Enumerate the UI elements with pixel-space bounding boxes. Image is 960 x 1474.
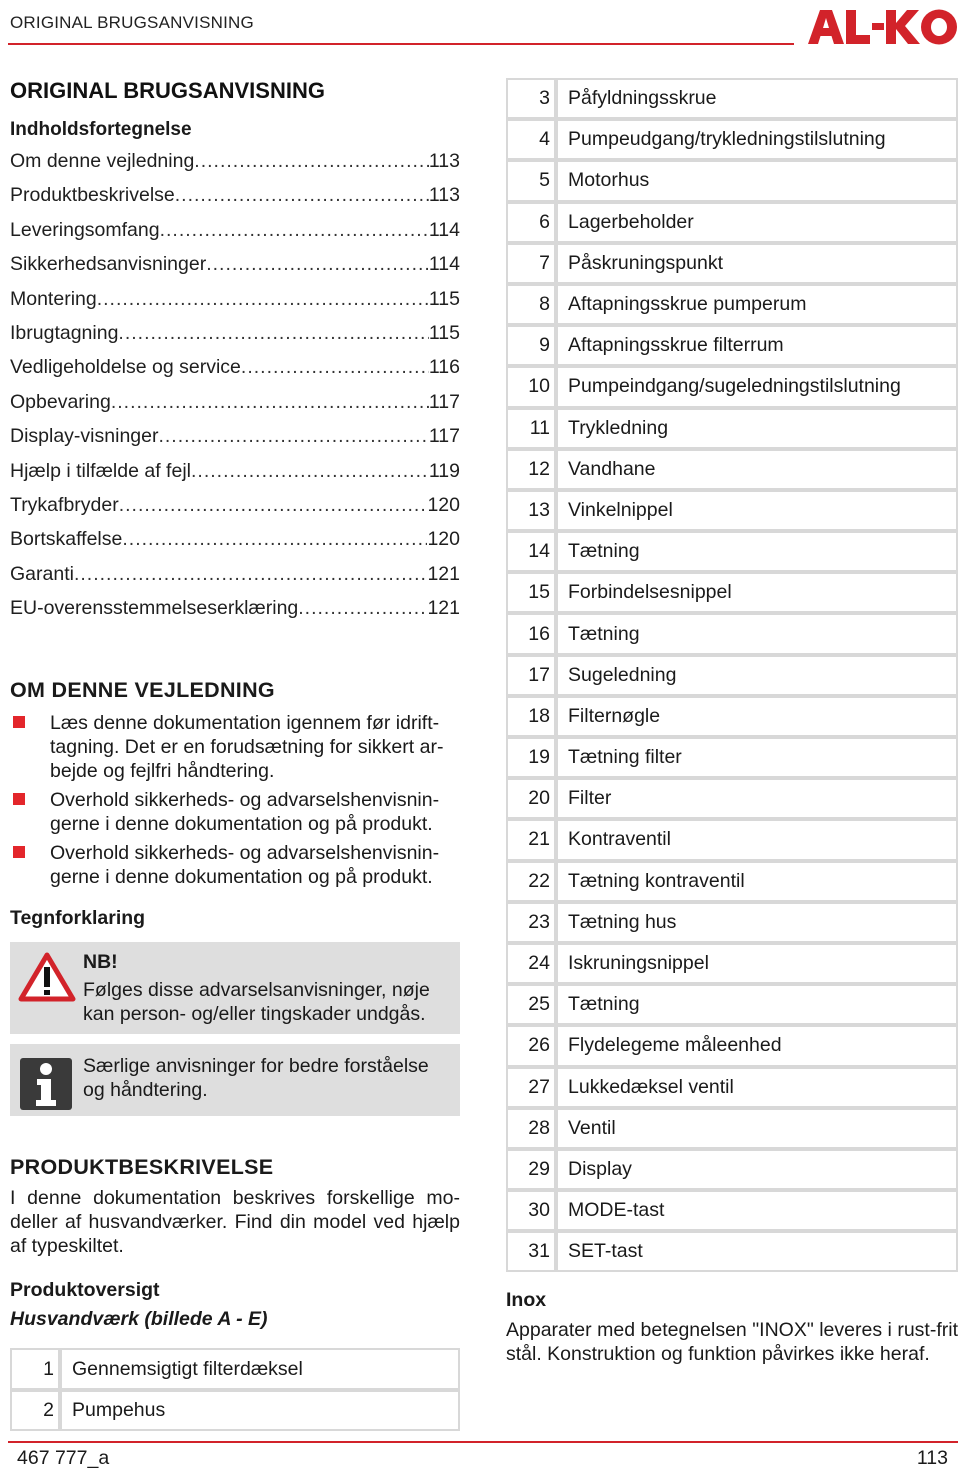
table-row bbox=[508, 1069, 956, 1110]
table-row bbox=[508, 1110, 956, 1151]
part-label: Tætning kontraventil bbox=[558, 863, 956, 904]
toc-item-page: 120 bbox=[427, 493, 460, 516]
toc-item-page: 116 bbox=[428, 356, 460, 379]
inox-heading: Inox bbox=[506, 1289, 547, 1312]
toc-item-title: Om denne vejledning bbox=[10, 150, 195, 172]
part-label: Tætning bbox=[558, 533, 956, 574]
page-number: 113 bbox=[916, 1447, 948, 1469]
table-row bbox=[508, 80, 956, 121]
part-label: Vandhane bbox=[558, 451, 956, 492]
part-label: Gennemsigtigt filterdæksel bbox=[62, 1350, 458, 1391]
toc-item[interactable] bbox=[10, 322, 460, 356]
bullet-item bbox=[10, 788, 460, 836]
table-row bbox=[508, 574, 956, 615]
table-row bbox=[508, 1192, 956, 1233]
part-number: 30 bbox=[508, 1192, 558, 1233]
table-row bbox=[508, 698, 956, 739]
running-title: ORIGINAL BRUGSANVISNING bbox=[10, 13, 254, 32]
toc-item[interactable] bbox=[10, 219, 460, 253]
part-label: SET-tast bbox=[568, 1240, 643, 1263]
toc-item-page: 115 bbox=[428, 321, 460, 344]
table-row bbox=[508, 327, 956, 368]
inox-text: Apparater med betegnelsen "INOX" leveres i rust-frit stål. Konstruktion og funktion påvirkes ikke heraf. bbox=[506, 1319, 958, 1366]
part-label: MODE-tast bbox=[558, 1192, 956, 1233]
document-number: 467 777_a bbox=[17, 1447, 110, 1469]
toc-item-page: 117 bbox=[428, 425, 460, 448]
table-row bbox=[508, 904, 956, 945]
part-number: 17 bbox=[508, 657, 558, 698]
toc-leader bbox=[175, 184, 429, 207]
part-label: Flydelegeme måleenhed bbox=[558, 1027, 956, 1068]
toc-leader bbox=[298, 597, 427, 620]
part-number: 8 bbox=[508, 286, 558, 327]
toc-item[interactable] bbox=[10, 288, 460, 322]
table-row bbox=[12, 1392, 458, 1429]
part-number: 11 bbox=[508, 410, 558, 451]
red-square-bullet-icon bbox=[13, 846, 25, 858]
table-row bbox=[12, 1350, 458, 1391]
footer-rule bbox=[8, 1441, 958, 1443]
part-label: Motorhus bbox=[558, 162, 956, 203]
toc-item-title: Garanti bbox=[10, 562, 74, 585]
part-label: Vinkelnippel bbox=[558, 492, 956, 533]
part-number: 21 bbox=[508, 821, 558, 862]
part-number: 18 bbox=[508, 698, 558, 739]
table-row bbox=[508, 1027, 956, 1068]
al-ko-logo bbox=[806, 8, 958, 46]
toc-leader bbox=[97, 288, 429, 311]
section-heading-about: OM DENNE VEJLEDNING bbox=[10, 678, 275, 703]
table-row bbox=[508, 863, 956, 904]
part-label: Display bbox=[558, 1151, 956, 1192]
warning-text: Følges disse advarselsanvisninger, nøje kan person- og/eller tingskader undgås. bbox=[83, 979, 430, 1026]
part-label: Tætning bbox=[558, 615, 956, 656]
table-row bbox=[508, 945, 956, 986]
parts-table-right bbox=[506, 78, 958, 1272]
bullet-text: Læs denne dokumentation igennem før idrift-tagning. Det er en forudsætning for sikkert ar-bejde og fejlfri håndtering. bbox=[50, 712, 444, 783]
toc-item-title: Hjælp i tilfælde af fejl bbox=[10, 459, 191, 482]
toc-item-title: EU-overensstemmelseserklæring bbox=[10, 597, 299, 620]
product-description: I denne dokumentation beskrives forskellige mo-deller af husvandværker. Find din model ved hjælp af typeskiltet. bbox=[10, 1187, 460, 1258]
part-number: 16 bbox=[508, 615, 558, 656]
part-number: 1 bbox=[12, 1350, 62, 1391]
left-column bbox=[10, 76, 460, 1431]
toc-item-page: 114 bbox=[428, 218, 460, 241]
page-title: ORIGINAL BRUGSANVISNING bbox=[10, 78, 325, 103]
red-square-bullet-icon bbox=[13, 716, 25, 728]
toc-item[interactable] bbox=[10, 460, 460, 494]
part-number: 27 bbox=[508, 1069, 558, 1110]
part-number: 13 bbox=[508, 492, 558, 533]
toc-item-title: Ibrugtagning bbox=[10, 321, 119, 344]
section-heading-product: PRODUKTBESKRIVELSE bbox=[10, 1155, 274, 1180]
toc-item-page: 117 bbox=[428, 390, 460, 413]
toc-item[interactable] bbox=[10, 494, 460, 528]
part-number: 2 bbox=[12, 1392, 62, 1429]
toc-item-page: 113 bbox=[428, 150, 460, 172]
toc-item[interactable] bbox=[10, 150, 460, 184]
red-square-bullet-icon bbox=[13, 793, 25, 805]
toc-item-page: 120 bbox=[427, 528, 460, 551]
part-number: 24 bbox=[508, 945, 558, 986]
toc-item-title: Display-visninger bbox=[10, 425, 159, 448]
table-row bbox=[508, 986, 956, 1027]
part-number: 5 bbox=[508, 162, 558, 203]
bullet-item bbox=[10, 841, 460, 889]
part-number: 15 bbox=[508, 574, 558, 615]
table-row bbox=[508, 1151, 956, 1192]
toc-item[interactable] bbox=[10, 184, 460, 218]
table-row bbox=[508, 204, 956, 245]
part-number: 29 bbox=[508, 1151, 558, 1192]
toc-item-title: Trykafbryder bbox=[10, 493, 119, 516]
toc-item-page: 119 bbox=[428, 459, 460, 482]
table-row bbox=[508, 286, 956, 327]
toc-item[interactable] bbox=[10, 253, 460, 287]
header-rule bbox=[8, 43, 794, 45]
table-row bbox=[508, 533, 956, 574]
toc-leader bbox=[119, 494, 428, 517]
part-label: Aftapningsskrue pumperum bbox=[558, 286, 956, 327]
part-number: 31 bbox=[508, 1233, 558, 1270]
toc-list bbox=[10, 150, 460, 631]
logo-letters bbox=[808, 10, 957, 45]
bullet-item bbox=[10, 711, 460, 783]
info-text: Særlige anvisninger for bedre forståelse og håndtering. bbox=[83, 1055, 429, 1102]
right-column bbox=[506, 78, 958, 1366]
toc-item-title: Leveringsomfang bbox=[10, 218, 160, 241]
part-label: Filternøgle bbox=[558, 698, 956, 739]
bullet-text: Overhold sikkerheds- og advarselshenvisnin-gerne i denne dokumentation og på produkt. bbox=[50, 789, 440, 836]
toc-leader bbox=[122, 528, 427, 551]
toc-item-page: 121 bbox=[427, 562, 460, 585]
toc-leader bbox=[74, 563, 428, 586]
part-label: Aftapningsskrue filterrum bbox=[558, 327, 956, 368]
table-row bbox=[508, 821, 956, 862]
toc-item[interactable] bbox=[10, 425, 460, 459]
toc-item-title: Bortskaffelse bbox=[10, 528, 123, 551]
part-number: 9 bbox=[508, 327, 558, 368]
bullet-text: Overhold sikkerheds- og advarselshenvisnin-gerne i denne dokumentation og på produkt. bbox=[50, 842, 440, 889]
overview-heading: Produktoversigt bbox=[10, 1279, 160, 1302]
part-number: 3 bbox=[508, 80, 558, 121]
part-number: 7 bbox=[508, 245, 558, 286]
toc-item-title: Opbevaring bbox=[10, 390, 111, 413]
part-label: Iskruningsnippel bbox=[558, 945, 956, 986]
toc-item-title: Sikkerhedsanvisninger bbox=[10, 253, 207, 276]
table-row bbox=[508, 410, 956, 451]
info-icon bbox=[20, 1058, 72, 1110]
part-label: Tætning hus bbox=[558, 904, 956, 945]
toc-leader bbox=[111, 391, 429, 414]
legend-heading: Tegnforklaring bbox=[10, 907, 146, 930]
part-label: Tætning bbox=[558, 986, 956, 1027]
part-number: 22 bbox=[508, 863, 558, 904]
part-label: Kontraventil bbox=[558, 821, 956, 862]
toc-item-title: Produktbeskrivelse bbox=[10, 184, 175, 207]
warning-triangle-icon bbox=[18, 952, 76, 1002]
part-number: 6 bbox=[508, 204, 558, 245]
toc-leader bbox=[241, 356, 429, 379]
warning-title: NB! bbox=[83, 951, 118, 974]
toc-item[interactable] bbox=[10, 356, 460, 390]
part-label: Ventil bbox=[558, 1110, 956, 1151]
part-label: Forbindelsesnippel bbox=[558, 574, 956, 615]
toc-leader bbox=[194, 150, 429, 173]
table-row bbox=[508, 739, 956, 780]
part-label: Pumpeindgang/sugeledningstilslutning bbox=[558, 368, 956, 409]
table-row bbox=[508, 657, 956, 698]
part-label: Påskruningspunkt bbox=[558, 245, 956, 286]
table-row bbox=[508, 615, 956, 656]
overview-subheading: Husvandværk (billede A - E) bbox=[10, 1308, 268, 1331]
toc-item-page: 115 bbox=[428, 287, 460, 310]
toc-leader bbox=[191, 460, 429, 483]
toc-leader bbox=[206, 253, 429, 276]
table-row bbox=[508, 162, 956, 203]
part-number: 20 bbox=[508, 780, 558, 821]
part-label: Filter bbox=[558, 780, 956, 821]
toc-title: Indholdsfortegnelse bbox=[10, 119, 192, 140]
part-number: 25 bbox=[508, 986, 558, 1027]
toc-item[interactable] bbox=[10, 597, 460, 631]
toc-item-page: 113 bbox=[428, 184, 460, 207]
part-label: Lukkedæksel ventil bbox=[558, 1069, 956, 1110]
toc-leader bbox=[158, 425, 428, 448]
parts-table-left bbox=[10, 1348, 460, 1430]
part-number: 28 bbox=[508, 1110, 558, 1151]
part-label: Trykledning bbox=[558, 410, 956, 451]
part-label: Påfyldningsskrue bbox=[558, 80, 956, 121]
part-number: 10 bbox=[508, 368, 558, 409]
info-note-box bbox=[10, 1044, 460, 1116]
part-number: 4 bbox=[508, 121, 558, 162]
part-number: 12 bbox=[508, 451, 558, 492]
part-label: Sugeledning bbox=[558, 657, 956, 698]
part-number: 14 bbox=[508, 533, 558, 574]
table-row bbox=[508, 492, 956, 533]
toc-leader bbox=[160, 219, 429, 242]
table-row bbox=[508, 368, 956, 409]
toc-item-page: 114 bbox=[428, 253, 460, 276]
table-row bbox=[508, 245, 956, 286]
table-row bbox=[508, 1233, 956, 1270]
toc-item[interactable] bbox=[10, 391, 460, 425]
part-number: 23 bbox=[508, 904, 558, 945]
table-row bbox=[508, 121, 956, 162]
warning-note-box bbox=[10, 942, 460, 1034]
part-label: Lagerbeholder bbox=[558, 204, 956, 245]
toc-leader bbox=[118, 322, 428, 345]
table-row bbox=[508, 780, 956, 821]
part-number: 19 bbox=[508, 739, 558, 780]
table-row bbox=[508, 451, 956, 492]
part-number: 26 bbox=[508, 1027, 558, 1068]
about-bullet-list bbox=[10, 711, 460, 889]
part-label: Pumpehus bbox=[72, 1398, 166, 1421]
toc-item[interactable] bbox=[10, 528, 460, 562]
toc-item[interactable] bbox=[10, 563, 460, 597]
part-label: Pumpeudgang/trykledningstilslutning bbox=[558, 121, 956, 162]
toc-item-title: Vedligeholdelse og service bbox=[10, 356, 241, 379]
toc-item-page: 121 bbox=[427, 597, 460, 620]
toc-item-title: Montering bbox=[10, 287, 97, 310]
part-label: Tætning filter bbox=[558, 739, 956, 780]
